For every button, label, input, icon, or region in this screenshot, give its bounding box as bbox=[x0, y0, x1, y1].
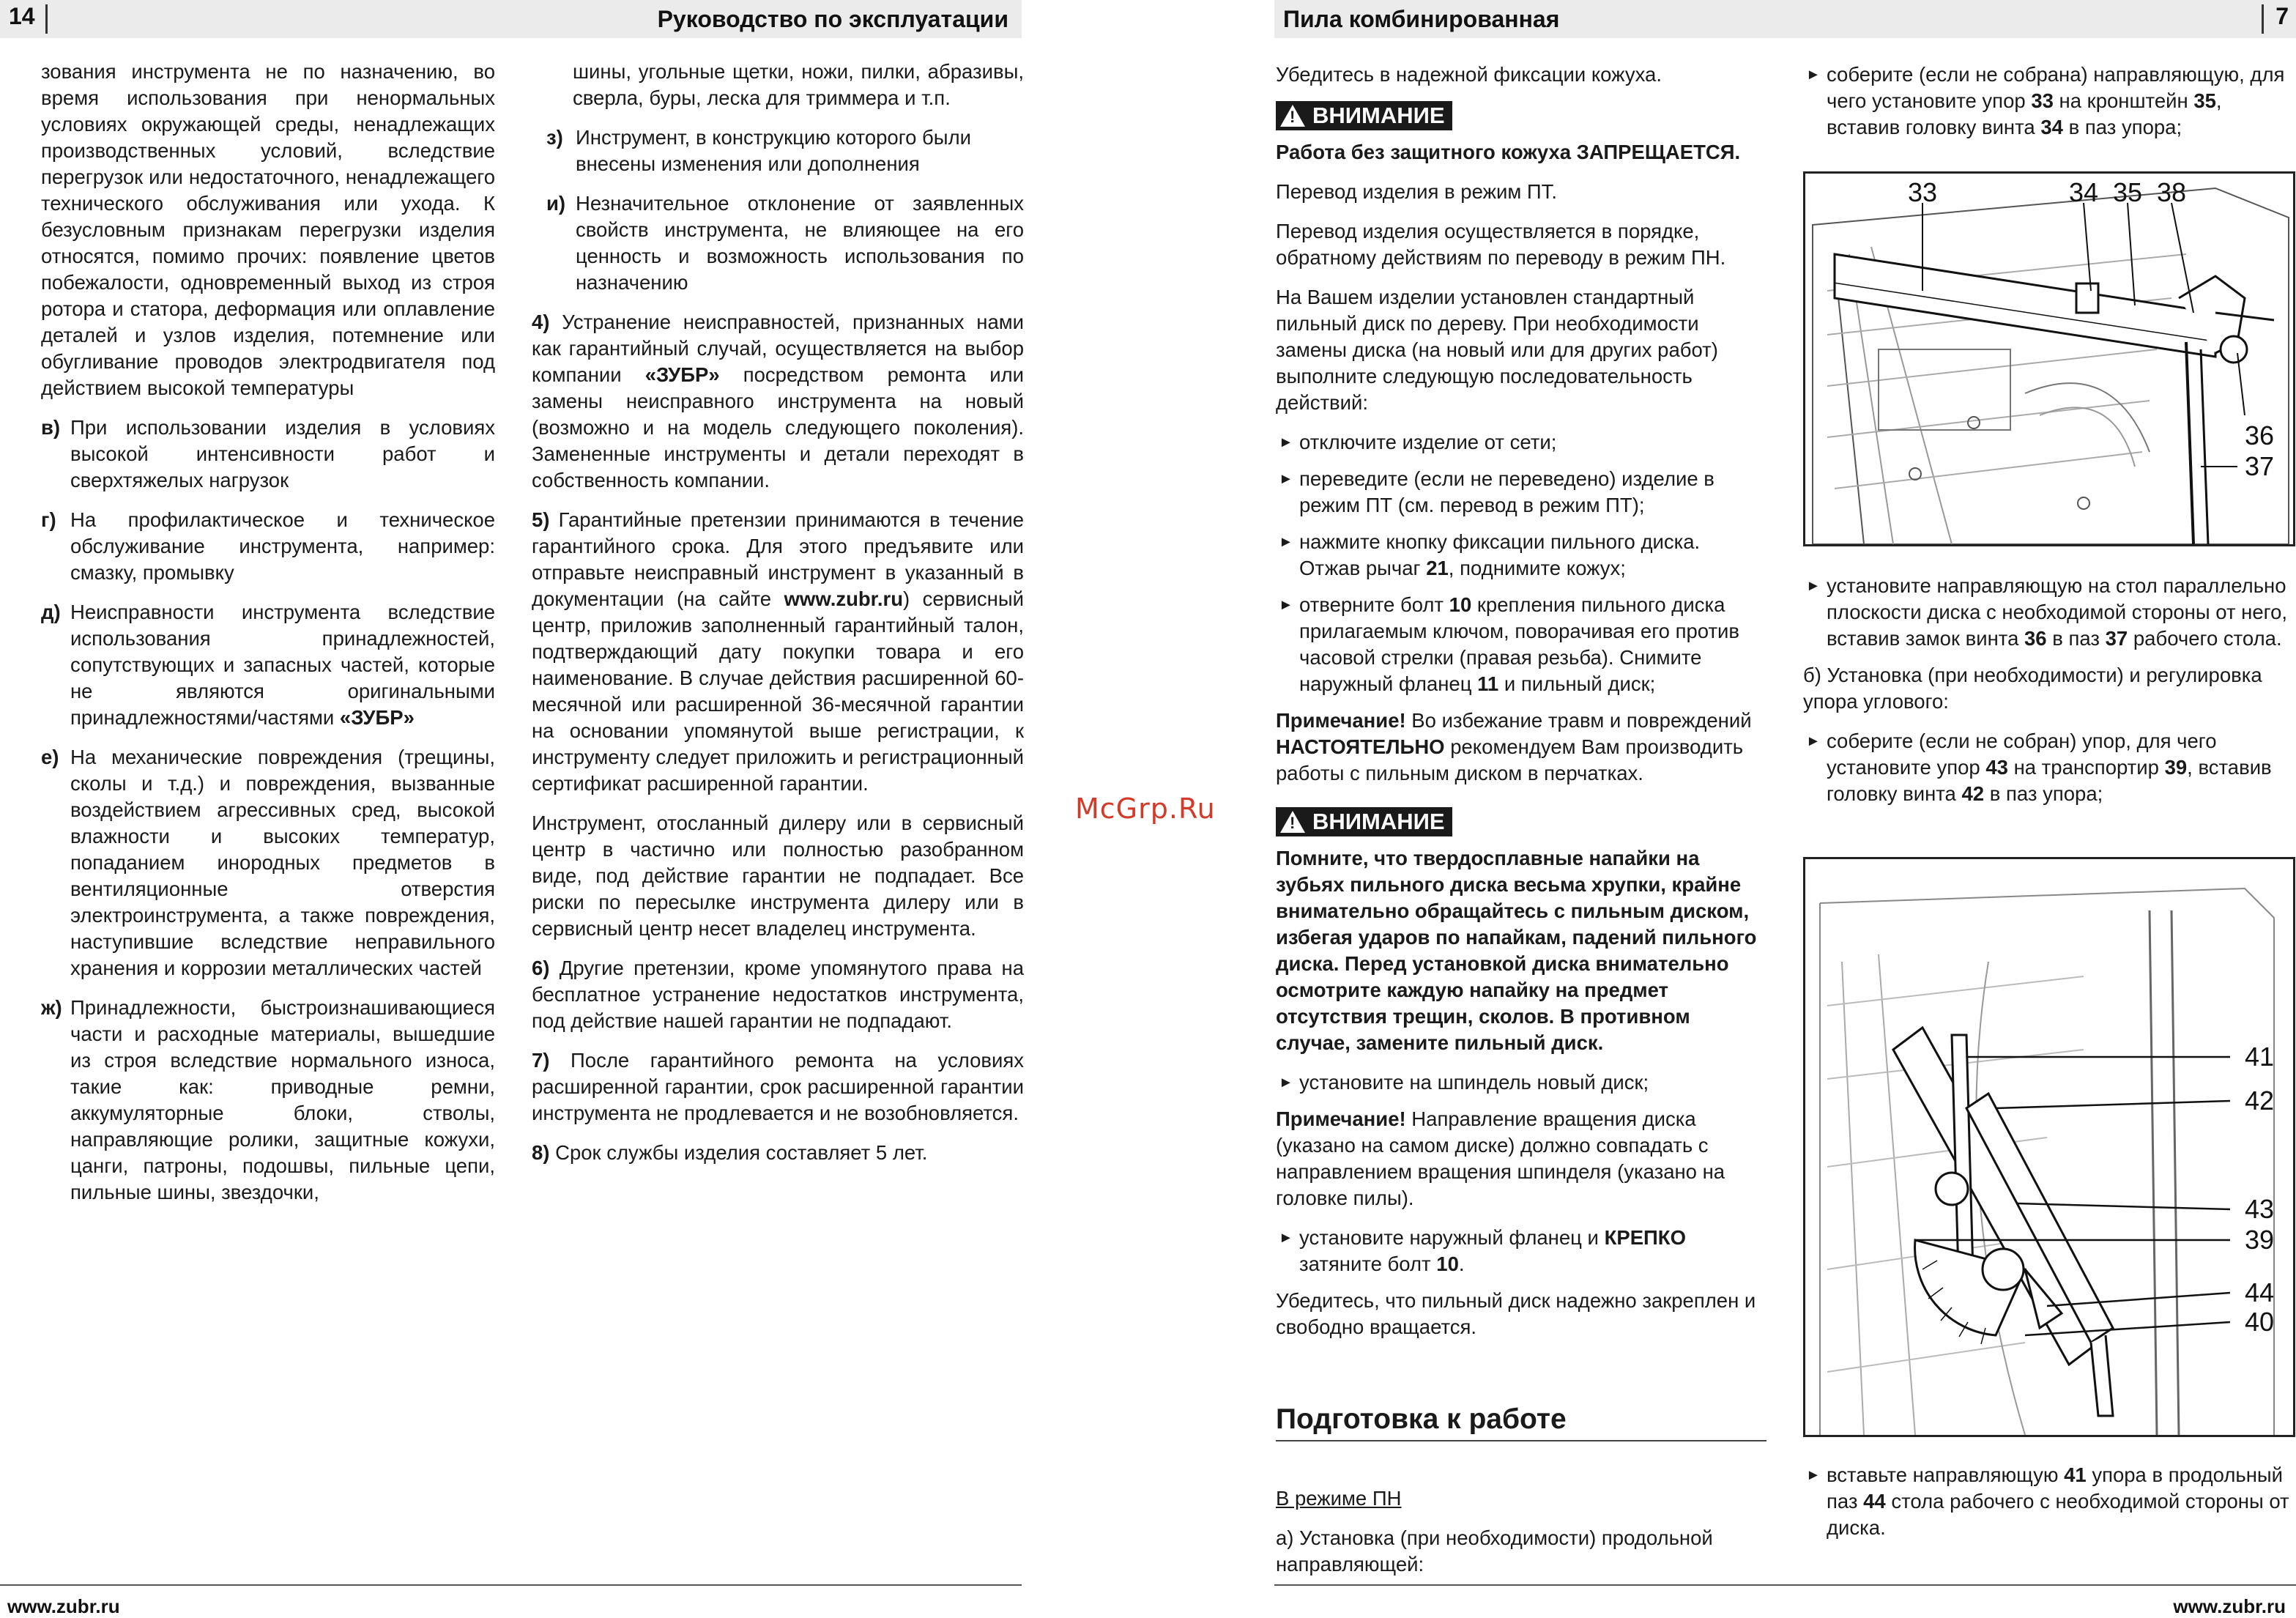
list-item bbox=[532, 125, 1024, 177]
right-col-2 bbox=[1803, 62, 2295, 151]
section-divider bbox=[1276, 1440, 1766, 1441]
bullet-arrow-icon: ► bbox=[1279, 1075, 1293, 1091]
item-label: г) bbox=[41, 508, 56, 531]
list-item bbox=[41, 599, 495, 731]
figure-rip-fence bbox=[1803, 171, 2295, 546]
list-item: ► отключите изделие от сети; bbox=[1276, 429, 1766, 456]
guard-paragraph: Убедитесь в надежной фиксации кожуха. bbox=[1276, 63, 1662, 86]
figure-miter-gauge bbox=[1803, 857, 2295, 1437]
right-header-divider bbox=[2262, 4, 2264, 34]
item-label: ж) bbox=[41, 996, 62, 1019]
right-col-2-mid bbox=[1803, 573, 2295, 817]
bullet-arrow-icon: ► bbox=[1279, 597, 1293, 613]
warning-icon: ! bbox=[1280, 811, 1305, 833]
bullet-arrow-icon: ► bbox=[1806, 1467, 1821, 1483]
list-item: ► соберите (если не собрана) направляющую, для чего установите упор 33 на кронштейн 35, вставив головку винта 34 в паз упора; bbox=[1803, 62, 2295, 141]
fig1-label-35: 35 bbox=[2113, 177, 2143, 207]
bullet-arrow-icon: ► bbox=[1806, 578, 1821, 594]
item-label: д) bbox=[41, 601, 61, 623]
paragraph-b: б) Установка (при необходимости) и регулировка упора углового: bbox=[1803, 664, 2262, 713]
bullet-arrow-icon: ► bbox=[1279, 434, 1293, 450]
note-1: Примечание! Во избежание травм и повреждений НАСТОЯТЕЛЬНО рекомендуем Вам производить работы с пильным диском в перчатках. bbox=[1276, 709, 1752, 784]
item-label: в) bbox=[41, 416, 61, 439]
subsection-title: В режиме ПН bbox=[1276, 1487, 1402, 1510]
warranty-clause-4: 4) Устранение неисправностей, признанных нами как гарантийный случай, осуществляется на выбор компании «ЗУБР» посредством ремонта или замены неисправного инструмента на новый (возможно и на модель следующего поколения). Замененные инструменты и детали переходят в собственность компании. bbox=[532, 311, 1025, 491]
bullet-arrow-icon: ► bbox=[1806, 733, 1821, 749]
warning-text-2: Помните, что твердосплавные напайки на зубьях пильного диска весьма хрупки, крайне внимательно обращайтесь с пильным диском, избегая ударов по напайкам, падений пильного диска. Перед установкой диска внимательно осмотрите каждую напайку на предмет отсутствия трещин, сколов. В противном случае, замените пильный диск. bbox=[1276, 847, 1757, 1054]
brand-name: «ЗУБР» bbox=[339, 706, 415, 729]
website-link[interactable]: www.zubr.ru bbox=[784, 587, 904, 610]
mode-paragraph-2: Перевод изделия осуществляется в порядке, обратному действиям по переводу в режим ПН. bbox=[1276, 220, 1726, 269]
warranty-clause-7: 7) После гарантийного ремонта на условиях расширенной гарантии, срок расширенной гарантии инструмента не продлевается и не возобновляется. bbox=[532, 1049, 1024, 1124]
note-2: Примечание! Направление вращения диска (указано на самом диске) должно совпадать с направлением вращения шпинделя (указано на головке пилы). bbox=[1276, 1107, 1725, 1209]
section-title: Подготовка к работе bbox=[1276, 1403, 1567, 1435]
list-item: ► переведите (если не переведено) изделие в режим ПТ (см. перевод в режим ПТ); bbox=[1276, 466, 1766, 519]
list-item bbox=[41, 415, 495, 494]
right-col-1 bbox=[1276, 62, 1766, 1591]
warning-badge: ! ВНИМАНИЕ bbox=[1276, 101, 1452, 130]
item-text: При использовании изделия в условиях высокой интенсивности работ и сверхтяжелых нагрузок bbox=[70, 416, 495, 491]
right-page-number: 7 bbox=[2275, 3, 2289, 29]
item-text: На профилактическое и техническое обслуживание инструмента, например: смазку, промывку bbox=[70, 508, 495, 584]
warranty-clause-8: 8) Срок службы изделия составляет 5 лет. bbox=[532, 1141, 928, 1164]
bullet-arrow-icon: ► bbox=[1279, 471, 1293, 487]
list-item bbox=[41, 507, 495, 586]
subsection-a: а) Установка (при необходимости) продольной направляющей: bbox=[1276, 1526, 1713, 1576]
list-item: ► установите на шпиндель новый диск; bbox=[1276, 1069, 1766, 1096]
list-item: ► вставьте направляющую 41 упора в продольный паз 44 стола рабочего с необходимой стороны от диска. bbox=[1803, 1462, 2295, 1541]
list-item bbox=[41, 995, 495, 1206]
list-item: ► установите наружный фланец и КРЕПКО затяните болт 10. bbox=[1276, 1225, 1766, 1277]
fig2-label-41: 41 bbox=[2245, 1042, 2275, 1072]
list-item bbox=[41, 744, 495, 981]
bullet-arrow-icon: ► bbox=[1279, 1230, 1293, 1246]
list-item bbox=[532, 190, 1024, 296]
left-footer-rule bbox=[0, 1584, 1022, 1586]
disk-paragraph: На Вашем изделии установлен стандартный пильный диск по дереву. При необходимости замены диска (на новый или для других работ) выполните следующую последовательность действий: bbox=[1276, 286, 1718, 414]
rip-fence-illustration bbox=[1805, 174, 2293, 544]
fig1-label-34: 34 bbox=[2069, 177, 2099, 207]
right-footer-rule bbox=[1274, 1584, 2296, 1586]
item-text: Инструмент, в конструкцию которого были внесены изменения или дополнения bbox=[576, 126, 971, 175]
item-label: е) bbox=[41, 746, 59, 768]
warning-text-1: Работа без защитного кожуха ЗАПРЕЩАЕТСЯ. bbox=[1276, 141, 1741, 163]
item-text: Незначительное отклонение от заявленных свойств инструмента, не влияющее на его ценность и возможность использования по назначению bbox=[576, 192, 1024, 294]
right-col-2-bottom bbox=[1803, 1462, 2295, 1551]
item-text: Неисправности инструмента вследствие использования принадлежностей, сопутствующих и запасных частей, которые не являются оригинальными принадлежностями/частями bbox=[70, 601, 495, 729]
list-item: ► отверните болт 10 крепления пильного диска прилагаемым ключом, поворачивая его против часовой стрелки (правая резьба). Снимите наружный фланец 11 и пильный диск; bbox=[1276, 592, 1766, 697]
intro-paragraph: зования инструмента не по назначению, во время использования при ненормальных условиях окружающей среды, ненадлежащих производственных условий, вследствие перегрузок или недостаточного, ненадлежащего технического обслуживания или ухода. К безусловным признакам перегрузки изделия относятся, помимо прочих: появление цветов побежалости, одновременный выход из строя ротора и статора, деформация или оплавление деталей и узлов изделия, потемнение или обугливание проводов электродвигателя под действием высокой температуры bbox=[41, 60, 495, 399]
warranty-clause-6: 6) Другие претензии, кроме упомянутого права на бесплатное устранение недостатков инструмента, под действие нашей гарантии не подпадают. bbox=[532, 957, 1024, 1032]
left-col-2 bbox=[532, 59, 1024, 1179]
fig2-label-44: 44 bbox=[2245, 1277, 2275, 1307]
item-text: Принадлежности, быстроизнашивающиеся части и расходные материалы, вышедшие из строя вследствие нормального износа, такие как: приводные ремни, аккумуляторные блоки, стволы, направляющие ролики, защитные кожухи, цанги, патроны, подошвы, пильные цепи, пильные шины, звездочки, bbox=[70, 996, 495, 1203]
continuation-paragraph: шины, угольные щетки, ножи, пилки, абразивы, сверла, буры, леска для триммера и т.п. bbox=[573, 60, 1024, 109]
fig2-label-39: 39 bbox=[2245, 1225, 2275, 1255]
fig2-label-40: 40 bbox=[2245, 1307, 2275, 1337]
right-header-bar bbox=[1274, 0, 2296, 38]
fig2-label-43: 43 bbox=[2245, 1194, 2275, 1224]
dealer-paragraph: Инструмент, отосланный дилеру или в сервисный центр в частично или полностью разобранном виде, под действие гарантии не подпадает. Все риски по пересылке инструмента дилеру или в сервисный центр несет владелец инструмента. bbox=[532, 812, 1024, 940]
left-footer-url[interactable]: www.zubr.ru bbox=[7, 1595, 120, 1617]
warranty-clause-5: 5) Гарантийные претензии принимаются в течение гарантийного срока. Для этого предъявите или отправьте неисправный инструмент в указанный в документации (на сайте www.zubr.ru) сервисный центр, приложив заполненный гарантийный талон, подтверждающий дату покупки товара и его наименование. В случае действия расширенной 60-месячной или расширенной 36-месячной гарантии на основании упомянутой выше регистрации, к инструменту следует приложить и регистрационный сертификат расширенной гарантии. bbox=[532, 508, 1024, 795]
item-label: и) bbox=[546, 192, 566, 215]
list-item: ► соберите (если не собран) упор, для чего установите упор 43 на транспортир 39, вставив головку винта 42 в паз упора; bbox=[1803, 728, 2295, 807]
item-text: На механические повреждения (трещины, сколы и т.д.) и повреждения, вызванные воздействием агрессивных сред, высокой влажности и высоких температур, попаданием инородных предметов в вентиляционные отверстия электроинструмента, а также повреждения, наступившие вследствие неправильного хранения и коррозии металлических частей bbox=[70, 746, 495, 979]
watermark: McGrp.Ru bbox=[1075, 793, 1216, 825]
check-paragraph: Убедитесь, что пильный диск надежно закреплен и свободно вращается. bbox=[1276, 1289, 1756, 1338]
fig1-label-37: 37 bbox=[2245, 451, 2275, 481]
fig1-label-36: 36 bbox=[2245, 420, 2275, 450]
bullet-arrow-icon: ► bbox=[1279, 534, 1293, 550]
left-page-number: 14 bbox=[9, 3, 35, 29]
warning-icon: ! bbox=[1280, 105, 1305, 127]
warning-badge: ! ВНИМАНИЕ bbox=[1276, 807, 1452, 836]
right-header-title: Пила комбинированная bbox=[1283, 6, 1560, 32]
miter-gauge-illustration bbox=[1805, 859, 2293, 1435]
fig1-label-38: 38 bbox=[2157, 177, 2187, 207]
fig1-label-33: 33 bbox=[1908, 177, 1938, 207]
bullet-arrow-icon: ► bbox=[1806, 67, 1821, 83]
fig2-label-42: 42 bbox=[2245, 1086, 2275, 1116]
left-header-divider bbox=[45, 4, 48, 34]
list-item: ► установите направляющую на стол параллельно плоскости диска с необходимой стороны от него, вставив замок винта 36 в паз 37 рабочего стола. bbox=[1803, 573, 2295, 652]
mode-paragraph: Перевод изделия в режим ПТ. bbox=[1276, 180, 1558, 203]
left-header-title: Руководство по эксплуатации bbox=[657, 6, 1008, 32]
list-item: ► нажмите кнопку фиксации пильного диска. Отжав рычаг 21, поднимите кожух; bbox=[1276, 529, 1766, 582]
left-header-bar bbox=[0, 0, 1022, 38]
right-footer-url[interactable]: www.zubr.ru bbox=[2173, 1595, 2286, 1617]
left-col-1 bbox=[41, 59, 495, 1219]
item-label: з) bbox=[546, 126, 563, 149]
